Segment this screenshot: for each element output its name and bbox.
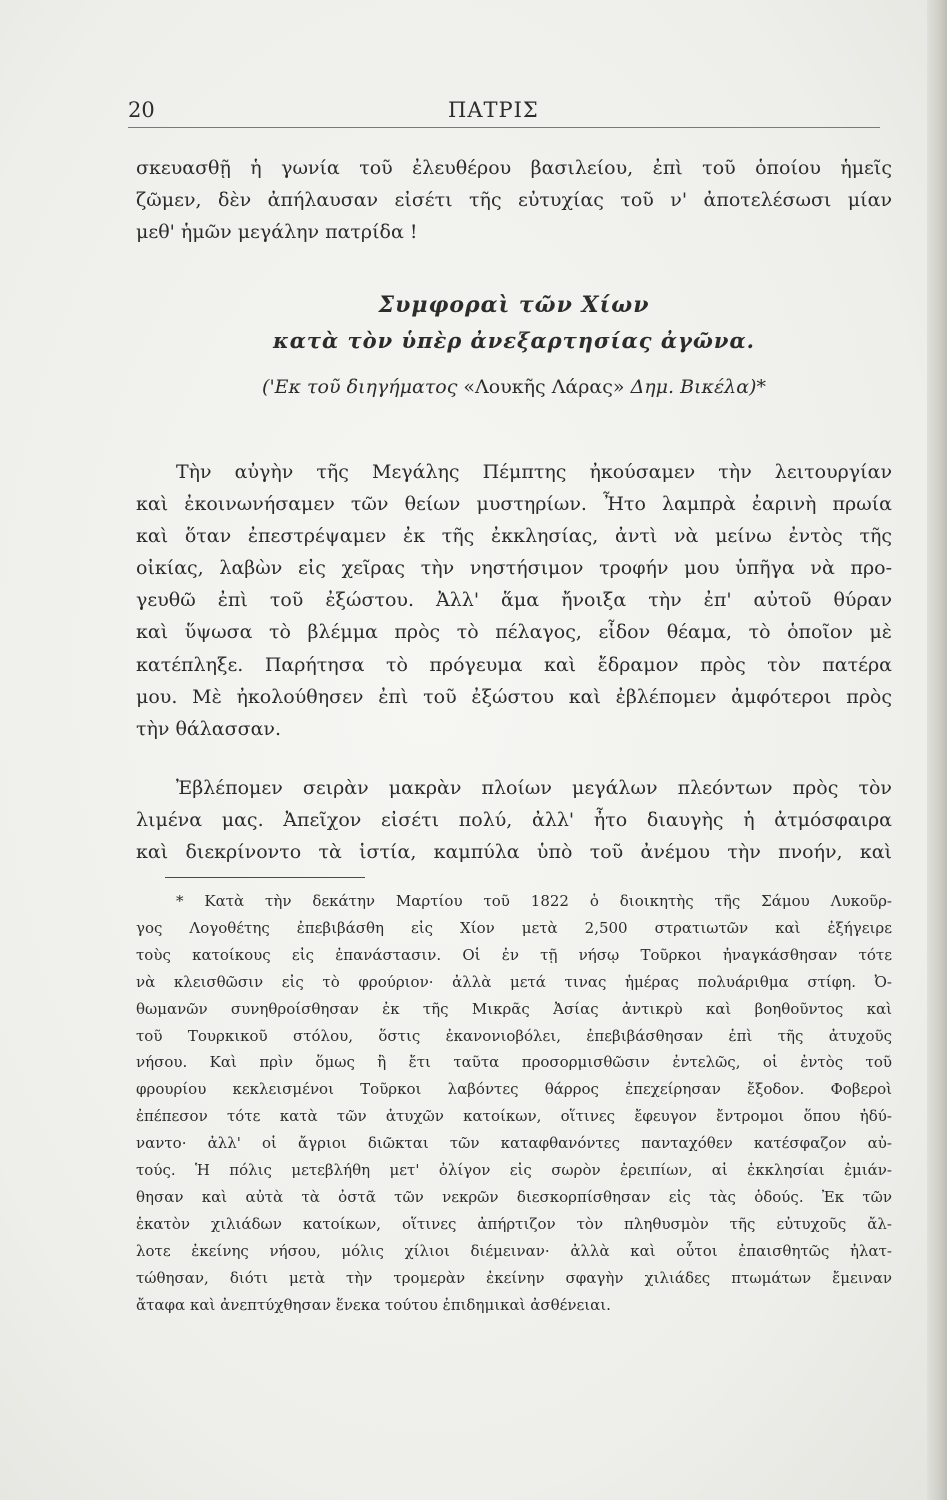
footnote-line: ἑκατὸν χιλιάδων κατοίκων, οἵτινες ἀπήρτιζον τὸν πληθυσμὸν τῆς εὐτυχοῦς ἄλ- [136, 1214, 892, 1233]
source-middle: τοῦ διηγήματος [307, 376, 458, 398]
text-line: κατέπληξε. Παρήτησα τὸ πρόγευμα καὶ ἔδραμον πρὸς τὸν πατέρα [136, 653, 892, 676]
footnote-line: λοτε ἐκείνης νήσου, μόλις χίλιοι διέμειναν· ἀλλὰ καὶ οὗτοι ἐπαισθητῶς ἠλατ- [136, 1241, 892, 1260]
header-rule [128, 127, 880, 128]
source-open: ('Εκ [262, 376, 301, 398]
footnote-line: τοὺς κατοίκους εἰς ἐπανάστασιν. Οἱ ἐν τῇ νήσῳ Τοῦρκοι ἠναγκάσθησαν τότε [136, 945, 892, 964]
footnote-line: τούς. Ἡ πόλις μετεβλήθη μετ' ὀλίγον εἰς σωρὸν ἐρειπίων, αἱ ἐκκλησίαι ἐμιάν- [136, 1161, 892, 1180]
section-title-line-2: κατὰ τὸν ὑπὲρ ἀνεξαρτησίας ἀγῶνα. [273, 328, 755, 353]
page-header [128, 98, 880, 128]
text-line: οἰκίας, λαβὼν εἰς χεῖρας τὴν νηστήσιμον τροφήν μου ὑπῆγα νὰ προ- [136, 557, 892, 580]
paragraph-3 [136, 772, 892, 868]
footnote-line: ἄταφα καὶ ἀνεπτύχθησαν ἕνεκα τούτου ἐπιδημικαὶ ἀσθένειαι. [136, 1295, 611, 1314]
section-title-line-1: Συμφοραὶ τῶν Χίων [378, 292, 650, 318]
page-edge-shadow [927, 0, 947, 1500]
text-line: καὶ διεκρίνοντο τὰ ἱστία, καμπύλα ὑπὸ τοῦ ἀνέμου τὴν πνοήν, καὶ [136, 841, 892, 864]
footnote-rule [165, 877, 365, 878]
text-line: γευθῶ ἐπὶ τοῦ ἐξώστου. Ἀλλ' ἅμα ἤνοιξα τὴν ἐπ' αὐτοῦ θύραν [136, 589, 892, 612]
footnote [136, 888, 892, 1319]
footnote-line: τοῦ Τουρκικοῦ στόλου, ὅστις ἐκανονιοβόλει, ἐπεβιβάσθησαν ἐπὶ τῆς ἀτυχοῦς [136, 1026, 892, 1045]
paragraph-1 [136, 152, 892, 248]
text-line: καὶ ἐκοινωνήσαμεν τῶν θείων μυστηρίων. Ἦτο λαμπρὰ ἐαρινὴ πρωία [136, 493, 892, 516]
text-line: Ἐβλέπομεν σειρὰν μακρὰν πλοίων μεγάλων πλεόντων πρὸς τὸν [176, 777, 892, 799]
text-line: ζῶμεν, δὲν ἀπήλαυσαν εἰσέτι τῆς εὐτυχίας τοῦ ν' ἀποτελέσωσι μίαν [136, 189, 892, 212]
footnote-line: * Κατὰ τὴν δεκάτην Μαρτίου τοῦ 1822 ὁ διοικητὴς τῆς Σάμου Λυκοῦρ- [176, 892, 892, 910]
text-line: τὴν θάλασσαν. [136, 717, 281, 740]
footnote-line: θησαν καὶ αὐτὰ τὰ ὀστᾶ τῶν νεκρῶν διεσκορπίσθησαν εἰς τὰς ὁδούς. Ἐκ τῶν [136, 1187, 892, 1206]
footnote-line: φρουρίου κεκλεισμένοι Τοῦρκοι λαβόντες θάρρος ἐπεχείρησαν ἔξοδον. Φοβεροὶ [136, 1080, 892, 1099]
footnote-line: θωμανῶν συνηθροίσθησαν ἐκ τῆς Μικρᾶς Ἀσίας ἀντικρὺ καὶ βοηθοῦντος καὶ [136, 999, 892, 1018]
text-line: μου. Μὲ ἠκολούθησεν ἐπὶ τοῦ ἐξώστου καὶ ἐβλέπομεν ἀμφότεροι πρὸς [136, 685, 892, 708]
text-line: Τὴν αὐγὴν τῆς Μεγάλης Πέμπτης ἠκούσαμεν τὴν λειτουργίαν [176, 461, 892, 483]
footnote-line: γος Λογοθέτης ἐπεβιβάσθη εἰς Χίον μετὰ 2,500 στρατιωτῶν καὶ ἐξήγειρε [136, 918, 892, 937]
text-line: λιμένα μας. Ἀπεῖχον εἰσέτι πολύ, ἀλλ' ἦτο διαυγὴς ἡ ἀτμόσφαιρα [136, 809, 892, 832]
text-line: καὶ ὕψωσα τὸ βλέμμα πρὸς τὸ πέλαγος, εἶδον θέαμα, τὸ ὁποῖον μὲ [136, 621, 892, 644]
paragraph-2 [136, 456, 892, 745]
text-line: καὶ ὅταν ἐπεστρέψαμεν ἐκ τῆς ἐκκλησίας, ἀντὶ νὰ μείνω ἐντὸς τῆς [136, 525, 892, 548]
footnote-line: ναντο· ἀλλ' οἱ ἄγριοι διῶκται τῶν καταφθανόντες πανταχόθεν κατέσφαζον αὐ- [136, 1134, 892, 1153]
page-number: 20 [128, 98, 155, 122]
footnote-line: ἐπέπεσον τότε κατὰ τῶν ἀτυχῶν κατοίκων, οἵτινες ἔφευγον ἔντρομοι ὅπου ἠδύ- [136, 1107, 892, 1126]
source-author: Δημ. Βικέλα)* [630, 376, 766, 398]
footnote-line: νὰ κλεισθῶσιν εἰς τὸ φρούριον· ἀλλὰ μετά τινας ἡμέρας πολυάριθμα στίφη. Ὀ- [136, 972, 892, 991]
source-attribution [136, 376, 892, 398]
text-line: σκευασθῇ ἡ γωνία τοῦ ἐλευθέρου βασιλείου, ἐπὶ τοῦ ὁποίου ἡμεῖς [136, 157, 892, 179]
source-work: «Λουκῆς Λάρας» [463, 376, 625, 398]
text-line: μεθ' ἡμῶν μεγάλην πατρίδα ! [136, 221, 418, 244]
footnote-line: τώθησαν, διότι μετὰ τὴν τρομερὰν ἐκείνην σφαγὴν χιλιάδες πτωμάτων ἔμειναν [136, 1268, 892, 1287]
running-head: ΠΑΤΡΙΣ [448, 98, 539, 122]
footnote-line: νήσου. Καὶ πρὶν ὅμως ἢ ἔτι ταῦτα προσορμισθῶσιν ἐντελῶς, οἱ ἐντὸς τοῦ [136, 1053, 892, 1072]
